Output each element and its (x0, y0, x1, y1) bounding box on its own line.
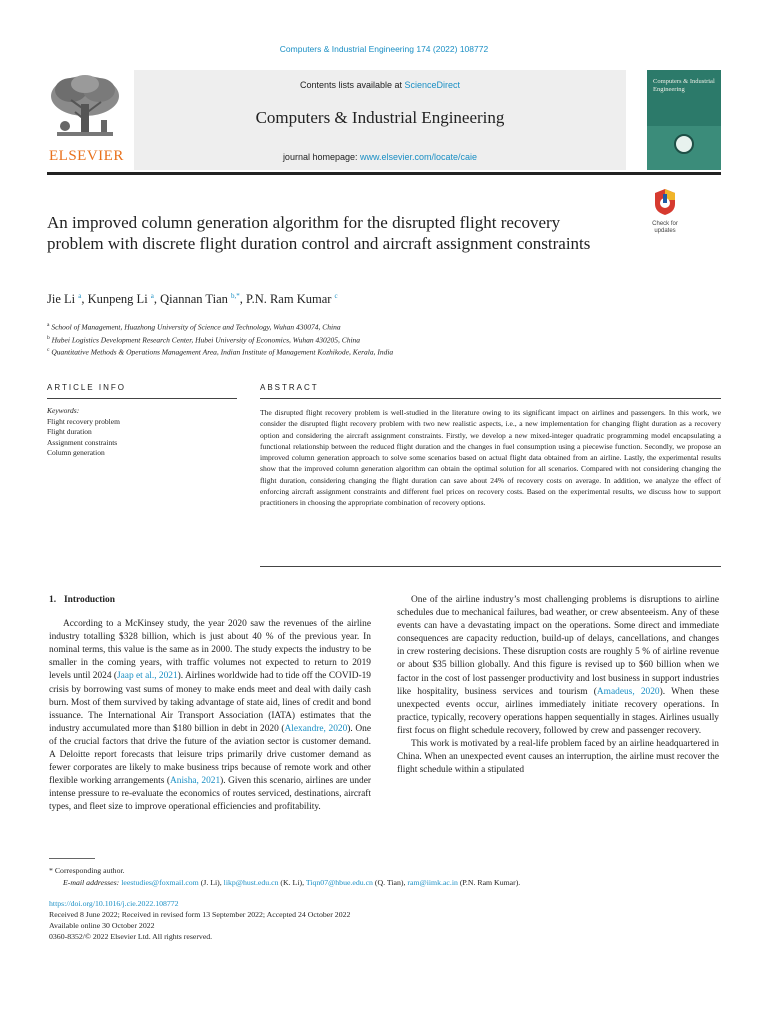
body-column-left (49, 594, 371, 815)
doi-link[interactable]: https://doi.org/10.1016/j.cie.2022.108772 (49, 899, 179, 908)
cover-title: Computers & Industrial Engineering (653, 78, 715, 93)
elsevier-logo[interactable] (47, 70, 127, 170)
paragraph-text: ). Given this scenario, airlines are under intense pressure to re-evaluate the economics of routes serviced, destinations, aircraft types, and fleet size to improve operational efficiencies and profitability. (49, 776, 371, 813)
author-list: Jie Li $^a$, Kunpeng Li $^a$, Qiannan Tian $^{b,*}$, P.N. Ram Kumar $^c$ (47, 292, 338, 307)
section-title: Introduction (64, 595, 115, 605)
journal-name[interactable]: Computers & Industrial Engineering (255, 108, 505, 127)
crossmark-icon (652, 188, 678, 216)
homepage-link[interactable]: www.elsevier.com/locate/caie (360, 152, 478, 162)
homepage-prefix: journal homepage: (282, 152, 360, 162)
journal-citation[interactable]: Computers & Industrial Engineering 174 (2022) 108772 (279, 44, 489, 54)
keywords-heading: Keywords: (47, 406, 80, 415)
email-owner: (Q. Tian), (372, 878, 408, 887)
keyword: Flight duration (47, 427, 92, 436)
citation-link[interactable]: Amadeus, 2020 (596, 686, 660, 697)
check-for-updates-button[interactable] (648, 188, 682, 232)
affiliations (47, 320, 687, 358)
email-link[interactable]: leestudies@foxmail.com (121, 878, 199, 887)
email-label: E-mail addresses: (63, 878, 120, 887)
paragraph-text: According to a McKinsey study, the year 2020 saw the revenues of the airline industry totalling $328 billion, which is just about 40 % of the previous year. In nominal terms, this value is the same as in 2000. The study expects the industry to be smaller in the coming years, with traffic volumes not expected to return to 2019 levels until 2024 ( (49, 619, 371, 682)
author-affil-link[interactable]: a (78, 292, 82, 300)
article-info-label: ARTICLE INFO (47, 383, 126, 392)
keyword: Column generation (47, 448, 105, 457)
body-column-right (397, 594, 719, 838)
author-affil-link[interactable]: b,* (231, 292, 240, 300)
email-owner: (P.N. Ram Kumar). (457, 878, 521, 887)
email-link[interactable]: ram@iimk.ac.in (407, 878, 458, 887)
affiliation-marker: a (47, 322, 50, 328)
email-owner: (K. Li), (278, 878, 306, 887)
author-name[interactable]: P.N. Ram Kumar (246, 292, 332, 307)
available-online: Available online 30 October 2022 (49, 921, 155, 930)
author-affil-link[interactable]: a (150, 292, 154, 300)
copyright: 0360-8352/© 2022 Elsevier Ltd. All rights reserved. (49, 932, 213, 941)
received-dates: Received 8 June 2022; Received in revised form 13 September 2022; Accepted 24 October 2022 (49, 910, 351, 919)
affiliation-marker: b (47, 334, 50, 341)
sciencedirect-link[interactable]: ScienceDirect (404, 80, 461, 90)
elsevier-wordmark: ELSEVIER (49, 148, 124, 164)
journal-header (47, 70, 721, 174)
journal-cover[interactable] (647, 70, 721, 170)
citation-link[interactable]: Alexandre, 2020 (284, 723, 348, 734)
crossmark-label: Check for updates (652, 221, 678, 234)
affiliation-text: Quantitative Methods & Operations Management Area, Indian Institute of Management Kozhikode, Kerala, India (51, 347, 394, 357)
keywords-block (47, 406, 237, 459)
section-number: 1. (49, 595, 57, 605)
article-info-rule (47, 398, 237, 399)
abstract-bottom-rule (260, 566, 721, 567)
paragraph (49, 618, 371, 814)
paragraph-text: ). When these unexpected events occur, airlines immediately initiate recovery operations. In practice, typically, recovery operations happen sequentially in stages. Airlines usually first focus on flight schedule recovery, followed by crew and passenger recovery. (397, 686, 719, 736)
email-addresses (49, 877, 721, 889)
homepage-line (134, 152, 626, 162)
paragraph-text: One of the airline industry’s most challenging problems is disruptions to airline schedules due to mechanical failures, bad weather, or crew absenteeism. Any of these events can have a devastating impact on the operations. Some direct and immediate consequences are capacity reduction, build-up of delays, cancellations, and changes in crew rostering decisions. These disruption costs are roughly 5 % of airline revenue or about $35 billion globally. And this figure is revised up to $60 billion when we factor in the cost of lost passenger productivity and lost business in support industries like hospitality, business services and tourism ( (397, 595, 719, 697)
citation-link[interactable]: Jaap et al., 2021 (116, 671, 178, 682)
section-heading (49, 594, 371, 607)
citation-link[interactable]: Anisha, 2021 (169, 776, 221, 787)
footnotes (49, 865, 721, 889)
paragraph: This work is motivated by a real-life problem faced by an airline headquartered in China. When an unexpected event causes an interruption, the airline must recover the flight schedule within a stipulated (397, 739, 719, 776)
paragraph-text: ). One of the crucial factors that drive the future of the aviation sector is customer demand. A Deloitte report forecasts that leisure trips primarily drive customer demand as fewer corporates are likely to make business trips because of remote work and other flexible working arrangements ( (49, 723, 371, 787)
keyword: Assignment constraints (47, 437, 118, 447)
footnote-rule (49, 858, 95, 859)
corresponding-author-note: * Corresponding author. (49, 866, 125, 875)
affiliation (47, 333, 687, 346)
contents-line (134, 80, 626, 90)
elsevier-tree-icon (47, 70, 123, 146)
publication-info (49, 898, 721, 942)
journal-band (134, 70, 626, 170)
email-owner: (J. Li), (198, 878, 224, 887)
email-link[interactable]: likp@hust.edu.cn (223, 878, 279, 887)
affiliation-marker: c (47, 347, 50, 353)
paragraph-text: ). Airlines worldwide had to tide off the COVID-19 crisis by borrowing vast sums of money to make ends meet and deal with daily cash burn. Most of them survived by taking advantage of state aid, lines of credit and bond issuance. The International Air Transport Association (IATA) estimates that the industry accumulated more than $180 billion in debt in 2020 ( (49, 671, 371, 734)
abstract-text: The disrupted flight recovery problem is well-studied in the literature owing to its significant impact on airlines and passengers. In this work, we consider the disrupted flight recovery problem with two new realistic aspects, i.e., a new implementation for changing flight duration as a recovery option and considering the aircraft assignment constraints. Firstly, we develop a new mixed-integer quadratic programming model encapsulating a functional relationship between the reduced flight duration and the changes in fuel consumption using a piecewise function. Secondly, we propose an improved column generation approach to solve some scenarios based on actual flight data obtained from an airline. Lastly, the experimental results show that the improved column generation algorithm can obtain the optimal solution for all scenarios. Compared with not considering changing the flight duration, considering changing the flight duration can save about 24% of recovery costs on average. In addition, we analyze the effect of enforcing aircraft assignment constraints and different fuel prices on recovery costs. Based on the experimental results, we discuss how to support practitioners in choosing the appropriate combination of recovery options. (260, 408, 721, 508)
keyword: Flight recovery problem (47, 416, 120, 426)
header-rule (47, 172, 721, 175)
author-name[interactable]: Qiannan Tian (160, 292, 228, 307)
author-affil-link[interactable]: c (334, 292, 338, 300)
abstract-rule (260, 398, 721, 399)
contents-prefix: Contents lists available at (299, 80, 405, 90)
affiliation (47, 345, 687, 358)
cover-badge-icon (674, 134, 694, 154)
article-title: An improved column generation algorithm for the disrupted flight recovery problem with discrete flight duration control and aircraft assignment constraints (47, 213, 591, 253)
affiliation (47, 320, 687, 333)
email-link[interactable]: Tiqn07@hbue.edu.cn (305, 878, 373, 887)
abstract-label: ABSTRACT (260, 383, 319, 392)
author-name[interactable]: Kunpeng Li (87, 292, 148, 307)
paragraph (397, 594, 719, 738)
author-name[interactable]: Jie Li (47, 292, 76, 307)
affiliation-text: School of Management, Huazhong University of Science and Technology, Wuhan 430074, China (51, 322, 341, 332)
affiliation-text: Hubei Logistics Development Research Center, Hubei University of Economics, Wuhan 430205, China (51, 335, 361, 344)
